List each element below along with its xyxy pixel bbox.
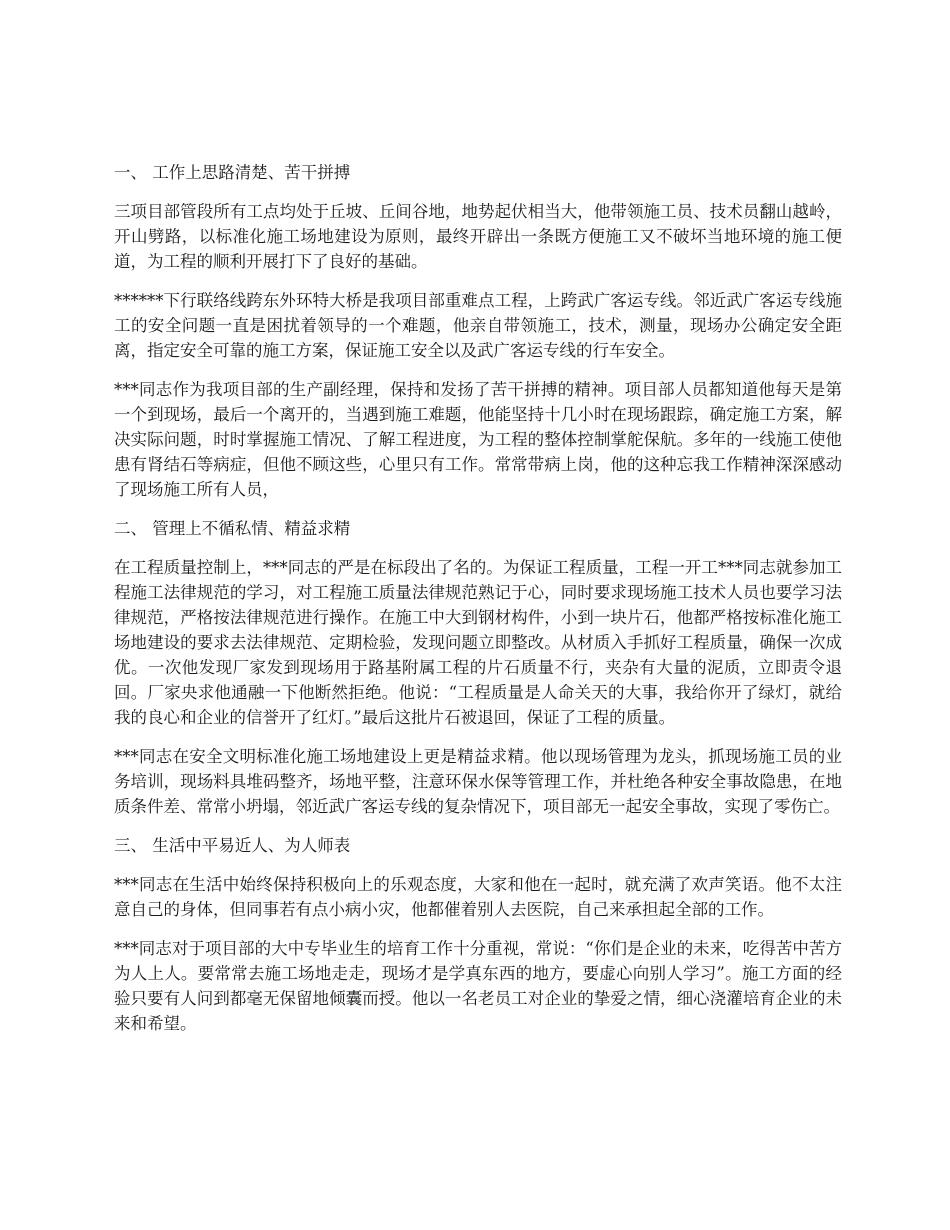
document-body xyxy=(114,160,842,1050)
paragraph: 在工程质量控制上，***同志的严是在标段出了名的。为保证工程质量，工程一开工***同志就参加工程施工法律规范的学习，对工程施工质量法律规范熟记于心，同时要求现场施工技术人员也要学习法律规范，严格按法律规范进行操作。在施工中大到钢材构件，小到一块片石，他都严格按标准化施工场地建设的要求去法律规范、定期检验，发现问题立即整改。从材质入手抓好工程质量，确保一次成优。一次他发现厂家发到现场用于路基附属工程的片石质量不行，夹杂有大量的泥质，立即责令退回。厂家央求他通融一下他断然拒绝。他说：“工程质量是人命关天的大事，我给你开了绿灯，就给我的良心和企业的信誉开了红灯。”最后这批片石被退回，保证了工程的质量。 xyxy=(114,558,842,727)
section-1 xyxy=(114,160,842,502)
paragraph: ***同志作为我项目部的生产副经理，保持和发扬了苦干拼搏的精神。项目部人员都知道他每天是第一个到现场，最后一个离开的，当遇到施工难题，他能坚持十几小时在现场跟踪，确定施工方案，解决实际问题，时时掌握施工情况、了解工程进度，为工程的整体控制掌舵保航。多年的一线施工使他患有肾结石等病症，但他不顾这些，心里只有工作。常常带病上岗，他的这种忘我工作精神深深感动了现场施工所有人员， xyxy=(114,380,842,499)
section-2 xyxy=(114,516,842,819)
paragraph: ***同志对于项目部的大中专毕业生的培育工作十分重视，常说：“你们是企业的未来，吃得苦中苦方为人上人。要常常去施工场地走走，现场才是学真东西的地方，要虚心向别人学习”。施工方面的经验只要有人问到都毫无保留地倾囊而授。他以一名老员工对企业的挚爱之情，细心浇灌培育企业的未来和希望。 xyxy=(114,939,842,1033)
section-3 xyxy=(114,833,842,1036)
section-heading: 二、 管理上不循私情、精益求精 xyxy=(114,519,351,538)
paragraph: ***同志在安全文明标准化施工场地建设上更是精益求精。他以现场管理为龙头，抓现场施工员的业务培训，现场料具堆码整齐，场地平整，注意环保水保等管理工作，并杜绝各种安全事故隐患，在地质条件差、常常小坍塌，邻近武广客运专线的复杂情况下，项目部无一起安全事故，实现了零伤亡。 xyxy=(114,747,842,816)
section-heading: 三、 生活中平易近人、为人师表 xyxy=(114,836,351,855)
paragraph: ******下行联络线跨东外环特大桥是我项目部重难点工程，上跨武广客运专线。邻近武广客运专线施工的安全问题一直是困扰着领导的一个难题，他亲自带领施工，技术，测量，现场办公确定安全距离，指定安全可靠的施工方案，保证施工安全以及武广客运专线的行车安全。 xyxy=(114,291,842,360)
section-heading: 一、 工作上思路清楚、苦干拼搏 xyxy=(114,163,351,182)
paragraph: ***同志在生活中始终保持积极向上的乐观态度，大家和他在一起时，就充满了欢声笑语。他不太注意自己的身体，但同事若有点小病小灾，他都催着别人去医院，自己来承担起全部的工作。 xyxy=(114,875,842,919)
paragraph: 三项目部管段所有工点均处于丘坡、丘间谷地，地势起伏相当大，他带领施工员、技术员翻山越岭，开山劈路，以标准化施工场地建设为原则，最终开辟出一条既方便施工又不破坏当地环境的施工便道，为工程的顺利开展打下了良好的基础。 xyxy=(114,202,842,271)
